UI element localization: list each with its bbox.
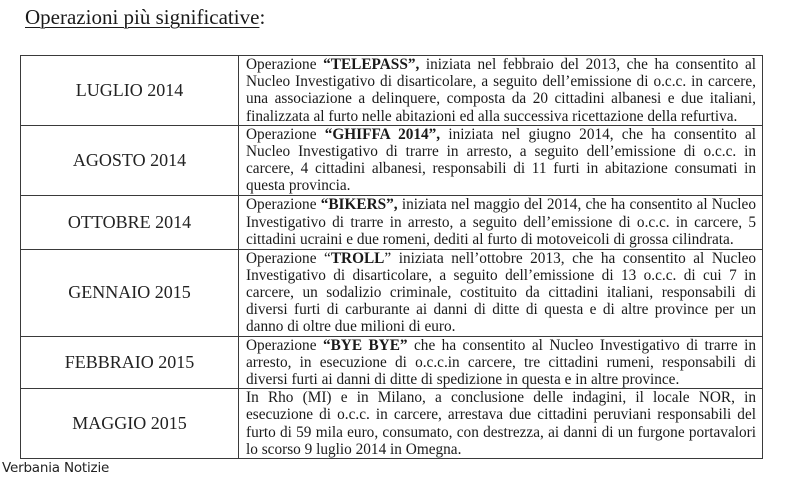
operation-name: “TELEPASS”, [323, 56, 420, 73]
table-row [21, 195, 763, 249]
table-row [21, 336, 763, 389]
operation-description: Operazione “BYE BYE” che ha consentito al Nucleo Investigativo di trarre in arresto, in esecuzione di o.c.c.in carcere, tre cittadini rumeni, responsabili di diversi furti ai danni di ditte di spedizione in questa e in altre province. [239, 336, 763, 389]
heading-title: Operazioni più significative [25, 5, 260, 29]
operation-date: FEBBRAIO 2015 [21, 336, 239, 389]
heading-colon: : [259, 5, 266, 29]
operation-date: LUGLIO 2014 [21, 56, 239, 126]
operation-description: In Rho (MI) e in Milano, a conclusione delle indagini, il locale NOR, in esecuzione di o.c.c. in carcere, arrestava due cittadini peruviani responsabili del furto di 59 mila euro, consumato, con destrezza, ai danni di un furgone portavalori lo scorso 9 luglio 2014 in Omegna. [239, 389, 763, 459]
section-heading [25, 4, 265, 30]
table-row [21, 389, 763, 459]
operation-description: Operazione “TROLL” iniziata nell’ottobre 2013, che ha consentito al Nucleo Investigativo di disarticolare, a seguito dell’emissione di 13 o.c.c. di cui 7 in carcere, un sodalizio criminale, costituito da cittadini italiani, responsabili di diversi furti di carburante ai danni di ditte di questa e di altre province per un danno di oltre due milioni di euro. [239, 249, 763, 336]
operation-date: MAGGIO 2015 [21, 389, 239, 459]
operation-date: AGOSTO 2014 [21, 125, 239, 195]
table-row [21, 125, 763, 195]
operation-description: Operazione “TELEPASS”, iniziata nel febbraio del 2013, che ha consentito al Nucleo Investigativo di disarticolare, a seguito dell’emissione di o.c.c. in carcere, una associazione a delinquere, composta da 20 cittadini albanesi e due italiani, finalizzata al furto nelle abitazioni ed alla successiva ricettazione della refurtiva. [239, 56, 763, 126]
operation-name: TROLL [330, 249, 385, 267]
operation-date: OTTOBRE 2014 [21, 195, 239, 249]
table-row [21, 249, 763, 336]
operation-description: Operazione “BIKERS”, iniziata nel maggio del 2014, che ha consentito al Nucleo Investigativo di trarre in arresto, a seguito dell’emissione di o.c.c. in carcere, 5 cittadini ucraini e due romeni, dediti al furto di motoveicoli di grossa cilindrata. [239, 195, 763, 249]
operation-description: Operazione “GHIFFA 2014”, iniziata nel giugno 2014, che ha consentito al Nucleo Investigativo di trarre in arresto, a seguito dell’emissione di o.c.c. in carcere, 4 cittadini albanesi, responsabili di 11 furti in abitazione consumati in questa provincia. [239, 125, 763, 195]
operation-name: “BIKERS”, [320, 196, 398, 214]
watermark: Verbania Notizie [2, 460, 110, 476]
operation-date: GENNAIO 2015 [21, 249, 239, 336]
table-row [21, 56, 763, 126]
operations-table [20, 55, 763, 459]
operation-name: “BYE BYE” [322, 336, 408, 354]
operation-name: “GHIFFA 2014”, [324, 125, 441, 143]
